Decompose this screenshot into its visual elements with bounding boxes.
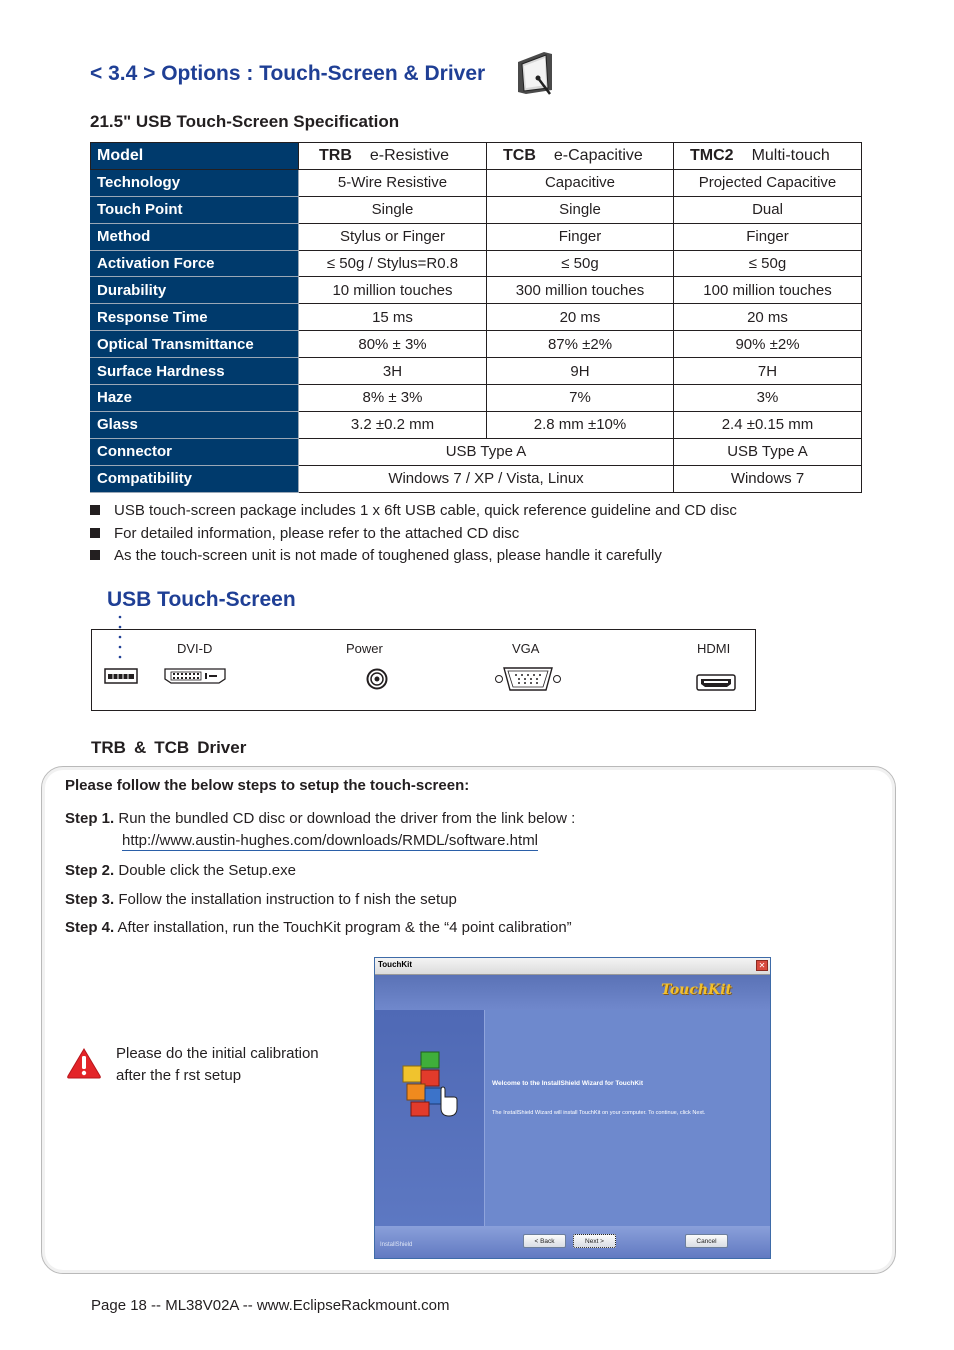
table-cell: 20 ms [487, 304, 674, 331]
table-cell-merged: USB Type A [299, 438, 674, 465]
calibration-note-line: after the f rst setup [116, 1067, 242, 1084]
installer-banner [375, 975, 770, 1010]
table-cell: USB Type A [674, 438, 862, 465]
step-item [65, 891, 457, 908]
column-code: TCB [503, 146, 536, 164]
table-cell: 5-Wire Resistive [299, 169, 487, 196]
port-label-dvi: DVI-D [177, 641, 213, 656]
hdmi-port-icon [696, 674, 736, 692]
table-cell: Dual [674, 196, 862, 223]
square-bullet-icon [90, 528, 100, 538]
column-name: Multi-touch [751, 146, 830, 164]
installer-window [374, 957, 771, 1259]
installer-footer [375, 1226, 770, 1259]
step-text: After installation, run the TouchKit program & the “4 point calibration” [117, 919, 572, 936]
note-text: USB touch-screen package includes 1 x 6ft USB cable, quick reference guideline and CD disc [114, 502, 737, 519]
vga-port-icon [494, 664, 562, 694]
table-row [91, 250, 862, 277]
table-cell: Stylus or Finger [299, 223, 487, 250]
column-header-tmc2 [674, 143, 862, 170]
table-row [91, 358, 862, 385]
square-bullet-icon [90, 550, 100, 560]
column-header-tcb [487, 143, 674, 170]
touch-monitor-icon [516, 50, 556, 96]
table-cell: Capacitive [487, 169, 674, 196]
note-item [90, 525, 519, 542]
column-code: TRB [319, 146, 352, 164]
driver-title-trb: TRB [91, 738, 126, 757]
table-row [91, 223, 862, 250]
note-item [90, 502, 737, 519]
table-cell: 80% ± 3% [299, 331, 487, 358]
row-label: Surface Hardness [91, 358, 299, 385]
step-label: Step 4. [65, 919, 115, 936]
table-cell: Finger [487, 223, 674, 250]
installer-side-panel [375, 1010, 484, 1226]
table-cell: 20 ms [674, 304, 862, 331]
step-text: Run the bundled CD disc or download the driver from the link below : [118, 810, 576, 827]
step-label: Step 2. [65, 862, 115, 879]
row-label: Method [91, 223, 299, 250]
step-label: Step 1. [65, 810, 115, 827]
spec-table [90, 142, 862, 493]
installshield-brand: InstallShield [380, 1242, 413, 1248]
page-title: < 3.4 > Options : Touch-Screen & Driver [90, 62, 486, 85]
table-row [91, 411, 862, 438]
table-cell: 3% [674, 385, 862, 412]
column-name: e-Resistive [369, 146, 450, 164]
table-cell: 2.4 ±0.15 mm [674, 411, 862, 438]
table-cell: 9H [487, 358, 674, 385]
usb-port-icon [104, 668, 138, 684]
port-label-hdmi: HDMI [697, 641, 731, 656]
model-header: Model [91, 143, 299, 170]
row-label: Durability [91, 277, 299, 304]
installer-welcome-text: Welcome to the InstallShield Wizard for TouchKit [492, 1080, 644, 1087]
row-label: Touch Point [91, 196, 299, 223]
table-cell: 100 million touches [674, 277, 862, 304]
note-text: For detailed information, please refer to the attached CD disc [114, 525, 520, 542]
table-row [91, 304, 862, 331]
next-button[interactable]: Next > [573, 1234, 616, 1248]
table-row [91, 277, 862, 304]
step-label: Step 3. [65, 891, 115, 908]
driver-title-tcb: TCB [154, 738, 190, 757]
back-button[interactable]: < Back [523, 1234, 566, 1248]
installer-description: The InstallShield Wizard will install TouchKit on your computer. To continue, click Next. [492, 1110, 706, 1116]
step-item [65, 919, 572, 936]
table-row [91, 465, 862, 492]
table-row [91, 385, 862, 412]
step-text: Double click the Setup.exe [118, 862, 296, 879]
table-cell: 8% ± 3% [299, 385, 487, 412]
cancel-button[interactable]: Cancel [685, 1234, 728, 1248]
step-item [65, 862, 296, 879]
driver-title-word: Driver [197, 738, 247, 757]
table-cell: Single [299, 196, 487, 223]
table-row [91, 169, 862, 196]
driver-title [91, 738, 246, 758]
table-cell: 87% ±2% [487, 331, 674, 358]
table-cell: 300 million touches [487, 277, 674, 304]
table-header-row [91, 143, 862, 170]
table-cell: 3H [299, 358, 487, 385]
note-item [90, 547, 662, 564]
note-text: As the touch-screen unit is not made of toughened glass, please handle it carefully [114, 547, 662, 564]
table-cell: Projected Capacitive [674, 169, 862, 196]
dvi-port-icon [163, 667, 227, 685]
touchkit-logo: TouchKit [661, 982, 732, 998]
table-cell: 15 ms [299, 304, 487, 331]
touchkit-app-icon [401, 1050, 465, 1120]
calibration-note [116, 1043, 356, 1087]
driver-title-amp: & [133, 738, 147, 757]
usb-section-title: USB Touch-Screen [107, 588, 296, 611]
installer-window-title: TouchKit [378, 960, 413, 969]
port-label-vga: VGA [512, 641, 540, 656]
page-footer: Page 18 -- ML38V02A -- www.EclipseRackmount.com [91, 1297, 450, 1314]
row-label: Response Time [91, 304, 299, 331]
table-cell: ≤ 50g [487, 250, 674, 277]
column-code: TMC2 [690, 146, 734, 164]
table-cell: ≤ 50g [674, 250, 862, 277]
calibration-note-line: Please do the initial calibration [116, 1045, 319, 1062]
driver-download-link[interactable]: http://www.austin-hughes.com/downloads/RMDL/software.html [122, 832, 539, 849]
row-label: Compatibility [91, 465, 299, 492]
table-cell: Windows 7 [674, 465, 862, 492]
table-cell: 7% [487, 385, 674, 412]
table-row [91, 438, 862, 465]
row-label: Connector [91, 438, 299, 465]
table-row [91, 196, 862, 223]
table-row [91, 331, 862, 358]
table-cell: 3.2 ±0.2 mm [299, 411, 487, 438]
row-label: Glass [91, 411, 299, 438]
step-text: Follow the installation instruction to f nish the setup [118, 891, 457, 908]
square-bullet-icon [90, 505, 100, 515]
installer-content-panel [484, 1010, 771, 1226]
table-cell: 10 million touches [299, 277, 487, 304]
spec-title: 21.5" USB Touch-Screen Specification [90, 112, 400, 131]
installer-titlebar [375, 958, 770, 975]
column-header-trb [299, 143, 487, 170]
table-cell: 90% ±2% [674, 331, 862, 358]
steps-intro: Please follow the below steps to setup the touch-screen: [65, 777, 470, 794]
row-label: Technology [91, 169, 299, 196]
table-cell: ≤ 50g / Stylus=R0.8 [299, 250, 487, 277]
close-icon[interactable]: ✕ [756, 960, 768, 971]
step-item [65, 810, 575, 827]
row-label: Optical Transmittance [91, 331, 299, 358]
table-cell-merged: Windows 7 / XP / Vista, Linux [299, 465, 674, 492]
warning-icon [66, 1047, 102, 1079]
table-cell: 2.8 mm ±10% [487, 411, 674, 438]
column-name: e-Capacitive [553, 146, 643, 164]
row-label: Activation Force [91, 250, 299, 277]
table-cell: 7H [674, 358, 862, 385]
table-cell: Finger [674, 223, 862, 250]
power-jack-icon [366, 668, 388, 690]
port-label-power: Power [346, 641, 383, 656]
table-cell: Single [487, 196, 674, 223]
row-label: Haze [91, 385, 299, 412]
